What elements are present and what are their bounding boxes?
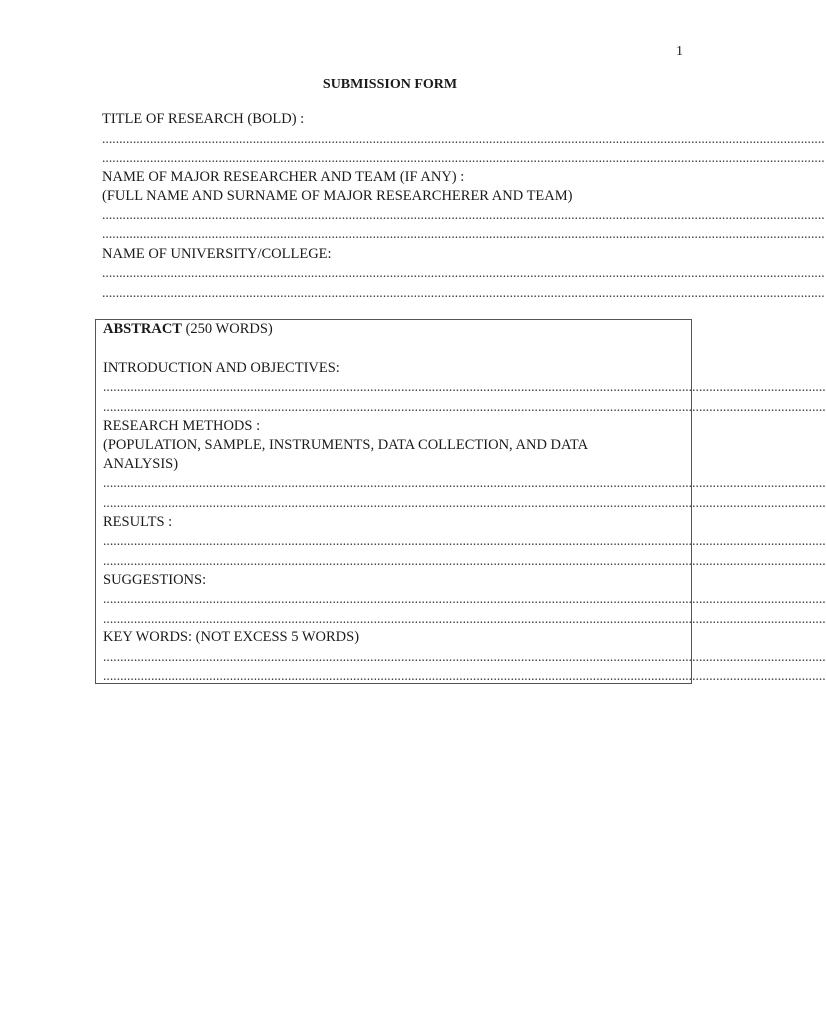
intro-label: INTRODUCTION AND OBJECTIVES: xyxy=(103,360,340,376)
suggestions-line-1[interactable]: ................................................................................................................................................................................................................... xyxy=(103,591,826,606)
results-line-2[interactable]: ................................................................................................................................................................................................................... xyxy=(103,553,826,568)
abstract-box xyxy=(95,319,826,684)
university-line-2[interactable]: ................................................................................................................................................................................................................... xyxy=(102,285,825,300)
title-of-research-line-1[interactable]: ................................................................................................................................................................................................................... xyxy=(102,131,825,146)
title-of-research-line-2[interactable]: ................................................................................................................................................................................................................... xyxy=(102,150,825,165)
keywords-line-2[interactable]: ................................................................................................................................................................................................................... xyxy=(103,668,826,683)
methods-note-2: ANALYSIS) xyxy=(103,456,179,472)
researcher-line-2[interactable]: ................................................................................................................................................................................................................... xyxy=(102,226,825,241)
suggestions-line-2[interactable]: ................................................................................................................................................................................................................... xyxy=(103,611,826,626)
abstract-label-rest: (250 WORDS) xyxy=(181,321,273,337)
researcher-note: (FULL NAME AND SURNAME OF MAJOR RESEARCHERER AND TEAM) xyxy=(102,188,573,204)
abstract-label xyxy=(103,320,273,338)
form-title: SUBMISSION FORM xyxy=(322,77,458,92)
abstract-label-bold: ABSTRACT xyxy=(103,321,182,337)
methods-line-1[interactable]: ................................................................................................................................................................................................................... xyxy=(103,475,826,490)
researcher-line-1[interactable]: ................................................................................................................................................................................................................... xyxy=(102,207,825,222)
keywords-label: KEY WORDS: (NOT EXCESS 5 WORDS) xyxy=(103,629,360,645)
suggestions-label: SUGGESTIONS: xyxy=(103,572,207,588)
results-line-1[interactable]: ................................................................................................................................................................................................................... xyxy=(103,533,826,548)
methods-line-2[interactable]: ................................................................................................................................................................................................................... xyxy=(103,495,826,510)
keywords-line-1[interactable]: ................................................................................................................................................................................................................... xyxy=(103,649,826,664)
university-line-1[interactable]: ................................................................................................................................................................................................................... xyxy=(102,265,825,280)
results-label: RESULTS : xyxy=(103,514,173,530)
page-number: 1 xyxy=(676,44,683,59)
intro-line-1[interactable]: ................................................................................................................................................................................................................... xyxy=(103,379,826,394)
intro-line-2[interactable]: ................................................................................................................................................................................................................... xyxy=(103,399,826,414)
university-label: NAME OF UNIVERSITY/COLLEGE: xyxy=(102,246,332,262)
methods-note-1: (POPULATION, SAMPLE, INSTRUMENTS, DATA COLLECTION, AND DATA xyxy=(103,437,589,453)
researcher-label: NAME OF MAJOR RESEARCHER AND TEAM (IF ANY) : xyxy=(102,169,465,185)
methods-label: RESEARCH METHODS : xyxy=(103,418,261,434)
title-of-research-label: TITLE OF RESEARCH (BOLD) : xyxy=(102,111,305,127)
